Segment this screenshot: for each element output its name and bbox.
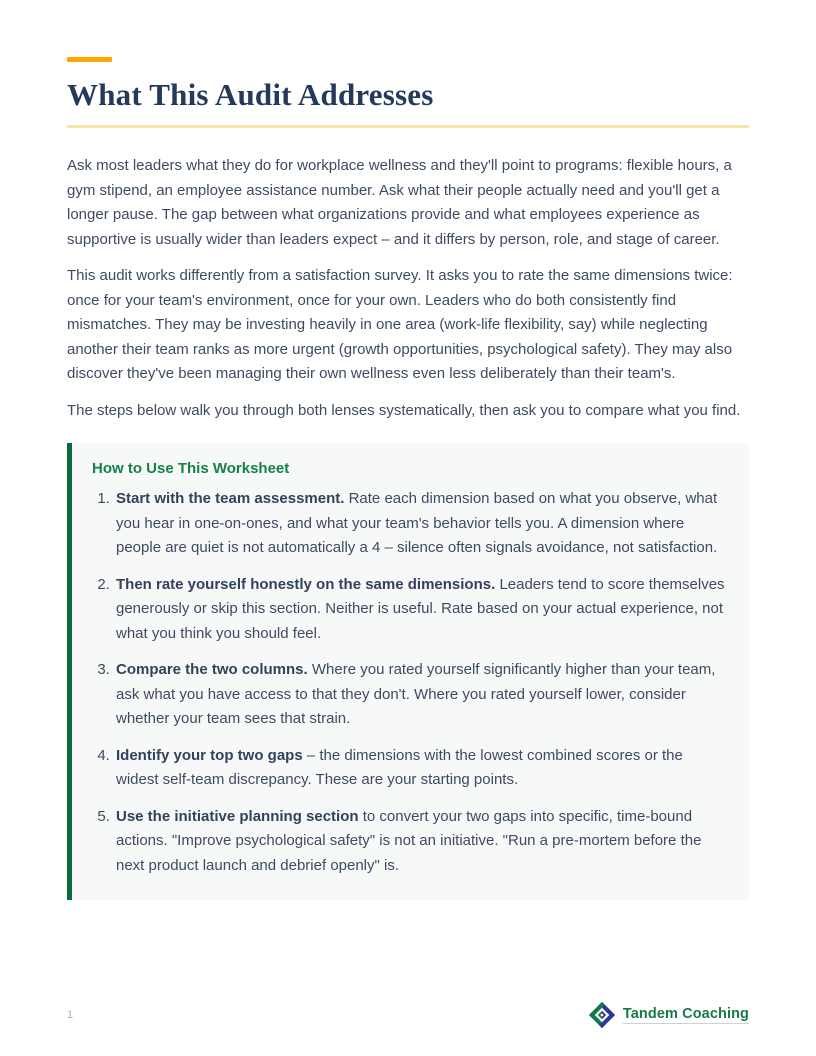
- intro-paragraph-1: Ask most leaders what they do for workplace wellness and they'll point to programs: flexible hours, a gym stipend, an employee assistance number. Ask what their people actually need and you'll get a longer pause. The gap between what organizations provide and what employees experience as supportive is usually wider than leaders expect – and it differs by person, role, and stage of career.: [67, 157, 732, 248]
- brand-name: Tandem Coaching: [622, 1006, 749, 1022]
- step-3-text: Where you rated yourself significantly higher than your team, ask what you have access to that they don't. Where you rated yourself lower, consider whether your team sees that strain.: [116, 661, 716, 727]
- brand-logo-link[interactable]: [588, 1001, 749, 1029]
- step-item-3: [114, 658, 727, 732]
- step-item-4: [114, 744, 727, 793]
- step-2-text: Leaders tend to score themselves generously or skip this section. Neither is useful. Rate based on your actual experience, not what you think you should feel.: [116, 575, 725, 642]
- step-item-2: [114, 573, 727, 647]
- step-item-5: [114, 805, 727, 879]
- page-footer: [67, 1001, 749, 1029]
- tandem-diamond-icon: [588, 1001, 616, 1029]
- step-4-text: – the dimensions with the lowest combined scores or the widest self-team discrepancy. These are your starting points.: [116, 746, 683, 788]
- page-title: What This Audit Addresses: [67, 77, 434, 112]
- step-2-lead: Then rate yourself honestly on the same dimensions.: [116, 575, 496, 593]
- step-1-text: Rate each dimension based on what you observe, what you hear in one-on-ones, and what your team's behavior tells you. A dimension where people are quiet is not automatically a 4 – silence often signals avoidance, not satisfaction.: [116, 490, 718, 556]
- step-5-text: to convert your two gaps into specific, time-bound actions. "Improve psychological safety" is not an initiative. "Run a pre-mortem before the next product launch and debrief openly" is.: [116, 807, 702, 874]
- step-4-lead: Identify your top two gaps: [116, 746, 303, 764]
- step-5-lead: Use the initiative planning section: [116, 807, 359, 825]
- intro-paragraph-2: This audit works differently from a satisfaction survey. It asks you to rate the same dimensions twice: once for your team's environment, once for your own. Leaders who do both consistently find mismatches. They may be investing heavily in one area (work-life flexibility, say) while neglecting another their team ranks as more urgent (growth opportunities, psychological safety). They may also discover they've been managing their own wellness even less deliberately than their team's.: [67, 267, 733, 382]
- how-to-use-callout: [67, 443, 749, 900]
- page-number: 1: [67, 1009, 74, 1021]
- worksheet-steps-list: [92, 487, 727, 878]
- accent-bar: [67, 57, 112, 62]
- title-divider: [67, 125, 749, 128]
- intro-paragraph-3: The steps below walk you through both lenses systematically, then ask you to compare what you find.: [67, 401, 741, 419]
- step-1-lead: Start with the team assessment.: [116, 490, 345, 507]
- intro-section: [67, 154, 749, 423]
- callout-heading: How to Use This Worksheet: [92, 460, 290, 477]
- step-item-1: [114, 487, 727, 561]
- step-3-lead: Compare the two columns.: [116, 661, 308, 678]
